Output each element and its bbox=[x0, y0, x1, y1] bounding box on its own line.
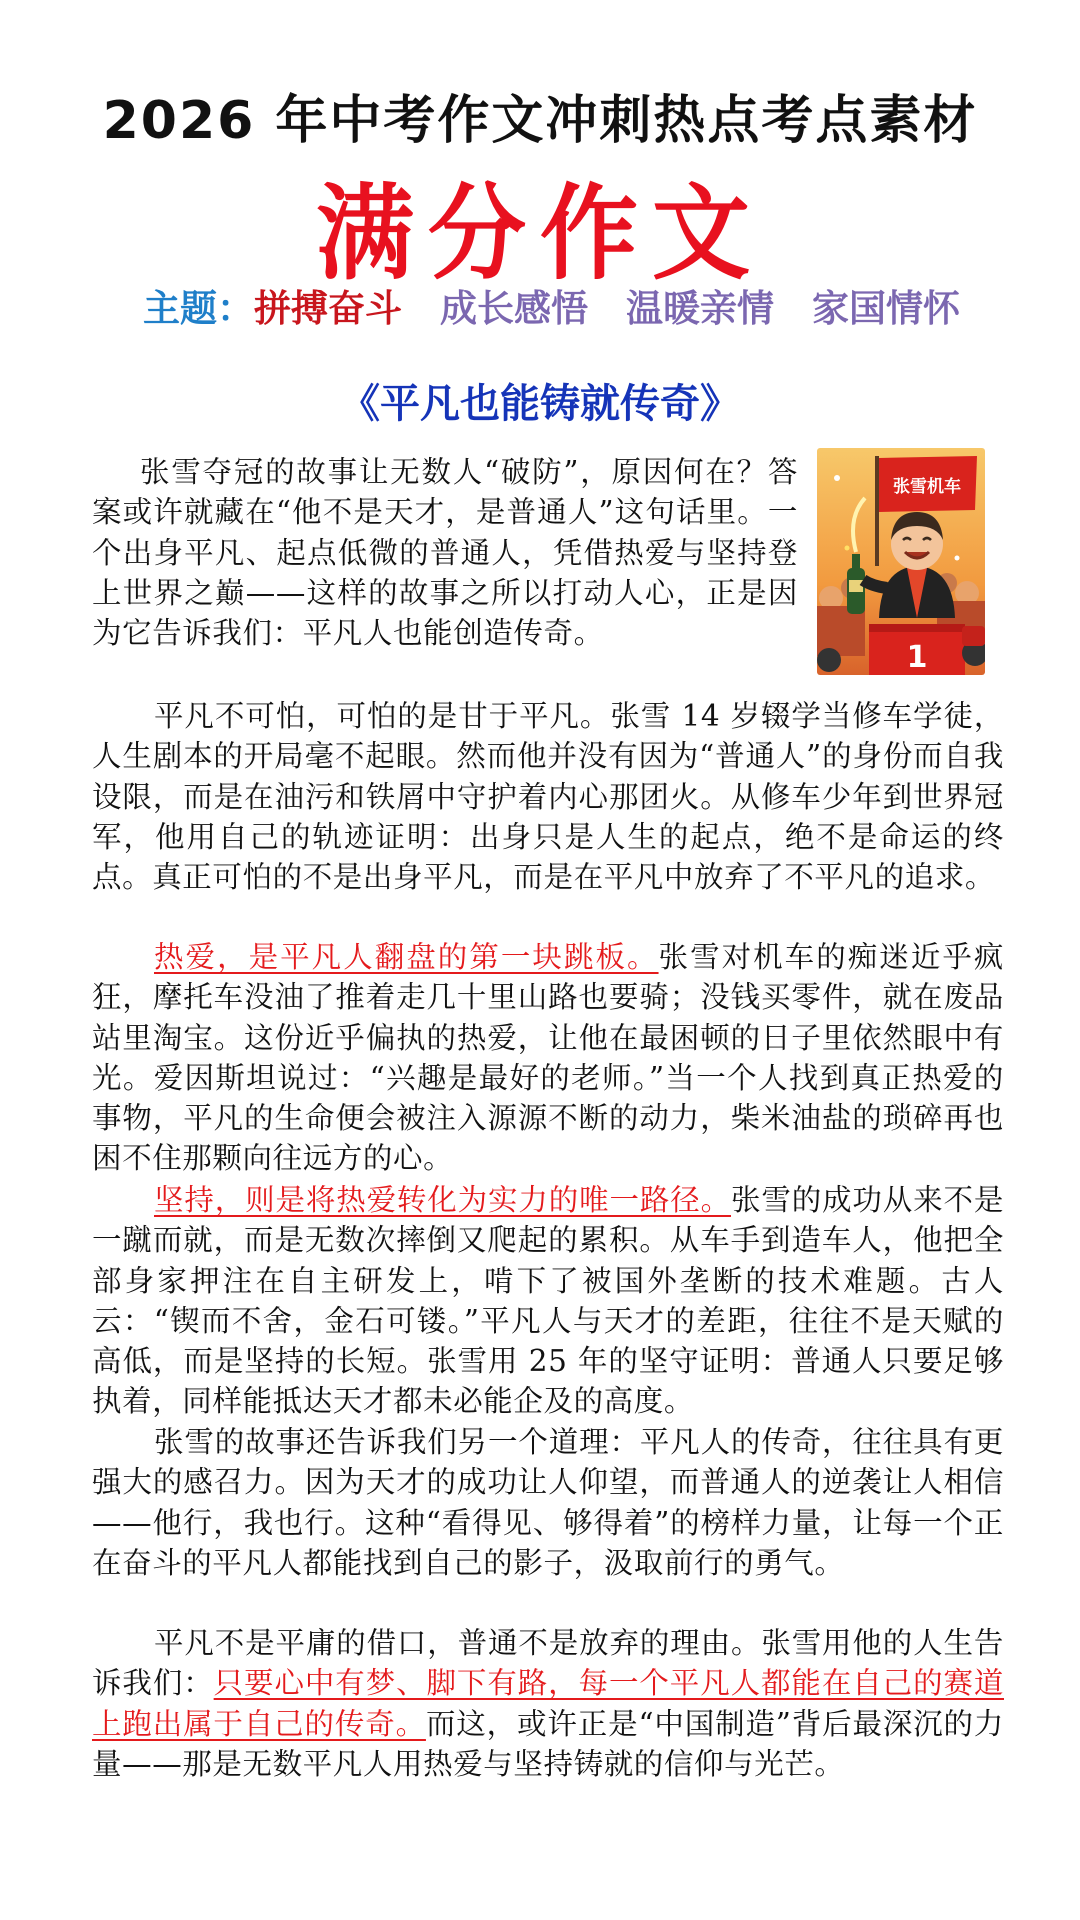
paragraph-3-body: 张雪对机车的痴迷近乎疯狂，摩托车没油了推着走几十里山路也要骑；没钱买零件，就在废品站里淘宝。这份近乎偏执的热爱，让他在最困顿的日子里依然眼中有光。爱因斯坦说过：“兴趣是最好的老师。”当一个人找到真正热爱的事物，平凡的生命便会被注入源源不断的动力，柴米油盐的琐碎再也困不住那颗向往远方的心。 bbox=[92, 940, 1004, 1176]
themes-label: 主题： bbox=[143, 287, 254, 330]
flag-text: 张雪机车 bbox=[893, 477, 961, 497]
essay-title: 《平凡也能铸就传奇》 bbox=[340, 380, 740, 427]
main-title: 满分作文 bbox=[315, 174, 764, 295]
champion-illustration-image bbox=[817, 448, 985, 675]
paragraph-3 bbox=[92, 937, 1004, 1179]
paragraph-2: 平凡不可怕，可怕的是甘于平凡。张雪 14 岁辍学当修车学徒，人生剧本的开局毫不起眼。然而他并没有因为“普通人”的身份而自我设限，而是在油污和铁屑中守护着内心那团火。从修车少年到世界冠军，他用自己的轨迹证明：出身只是人生的起点，绝不是命运的终点。真正可怕的不是出身平凡，而是在平凡中放弃了不平凡的追求。 bbox=[92, 699, 1004, 895]
paragraph-5: 张雪的故事还告诉我们另一个道理：平凡人的传奇，往往具有更强大的感召力。因为天才的成功让人仰望，而普通人的逆袭让人相信——他行，我也行。这种“看得见、够得着”的榜样力量，让每一个正在奋斗的平凡人都能找到自己的影子，汲取前行的勇气。 bbox=[92, 1425, 1004, 1580]
highlight-sentence-3: 只要心中有梦、脚下有路，每一个平凡人都能在自己的赛道上跑出属于自己的传奇。 bbox=[92, 1666, 1004, 1741]
theme-item-patriotism: 家国情怀 bbox=[812, 287, 960, 330]
theme-item-family: 温暖亲情 bbox=[626, 287, 774, 330]
paragraph-4 bbox=[92, 1180, 1004, 1422]
paragraph-6-start: 平凡不是平庸的借口，普通不是放弃的理由。张雪用他的人生告诉我们： bbox=[92, 1626, 1004, 1701]
paragraph-6 bbox=[92, 1623, 1004, 1784]
theme-item-growth: 成长感悟 bbox=[440, 287, 588, 330]
theme-item-struggle: 拼搏奋斗 bbox=[254, 287, 402, 330]
paragraph-1: 张雪夺冠的故事让无数人“破防”，原因何在？答案或许就藏在“他不是天才，是普通人”这句话里。一个出身平凡、起点低微的普通人，凭借热爱与坚持登上世界之巅——这样的故事之所以打动人心，正是因为它告诉我们：平凡人也能创造传奇。 bbox=[92, 455, 798, 651]
paragraph-4-body: 张雪的成功从来不是一蹴而就，而是无数次摔倒又爬起的累积。从车手到造车人，他把全部身家押注在自主研发上，啃下了被国外垄断的技术难题。古人云：“锲而不舍，金石可镂。”平凡人与天才的差距，往往不是天赋的高低，而是坚持的长短。张雪用 25 年的坚守证明：普通人只要足够执着，同样能抵达天才都未必能企及的高度。 bbox=[92, 1183, 1004, 1419]
podium-number: 1 bbox=[906, 640, 928, 675]
themes-line bbox=[143, 278, 960, 332]
header-title: 2026 年中考作文冲刺热点考点素材 bbox=[102, 91, 978, 151]
highlight-sentence-2: 坚持，则是将热爱转化为实力的唯一路径。 bbox=[154, 1183, 731, 1217]
highlight-sentence-1: 热爱，是平凡人翻盘的第一块跳板。 bbox=[154, 940, 659, 974]
paragraph-6-end: 而这，或许正是“中国制造”背后最深沉的力量——那是无数平凡人用热爱与坚持铸就的信仰与光芒。 bbox=[92, 1706, 1004, 1781]
champion-illustration bbox=[817, 448, 985, 675]
